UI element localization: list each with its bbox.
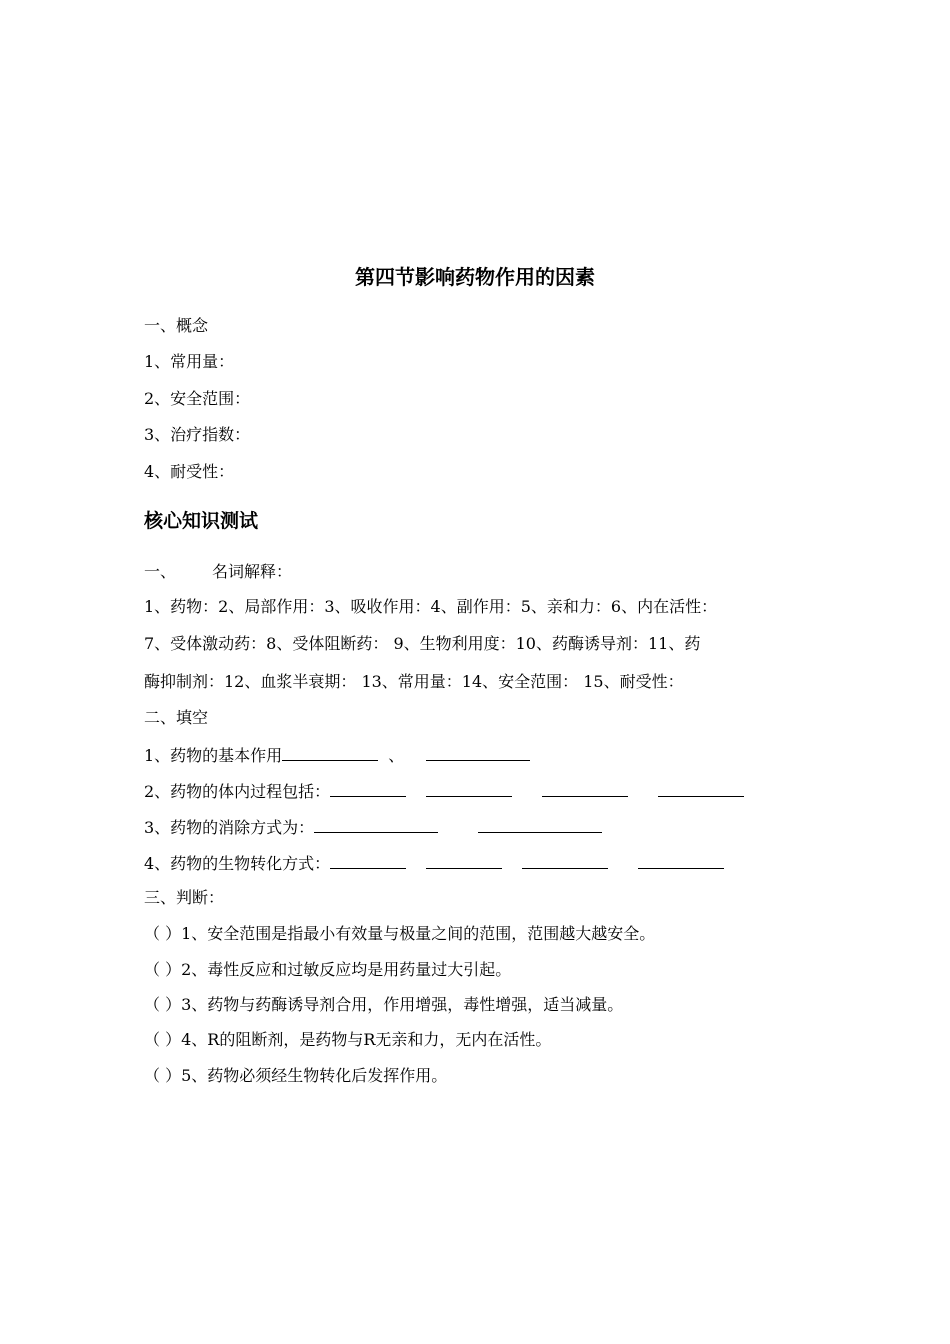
fill-question-1 [144, 744, 530, 766]
fill-question-text: 2、药物的体内过程包括： [144, 782, 331, 801]
answer-blank[interactable] [522, 852, 608, 869]
answer-blank[interactable] [330, 852, 406, 869]
answer-blank[interactable] [314, 816, 438, 833]
answer-blank[interactable] [658, 780, 744, 797]
judge-item: （ ）3、药物与药酶诱导剂合用，作用增强，毒性增强，适当减量。 [144, 995, 624, 1014]
fill-separator: 、 [388, 746, 405, 765]
test-heading: 核心知识测试 [144, 510, 259, 532]
judge-heading: 三、判断： [144, 888, 225, 907]
answer-blank[interactable] [426, 744, 530, 761]
judge-item: （ ）4、R的阻断剂，是药物与R无亲和力，无内在活性。 [144, 1030, 552, 1049]
terms-heading-text: 名词解释： [212, 562, 293, 581]
concept-item: 1、常用量： [144, 352, 235, 371]
answer-blank[interactable] [426, 852, 502, 869]
terms-heading-num: 一、 [144, 562, 177, 581]
judge-item: （ ）2、毒性反应和过敏反应均是用药量过大引起。 [144, 960, 512, 979]
concept-item: 2、安全范围： [144, 389, 251, 408]
answer-blank[interactable] [542, 780, 628, 797]
concept-item: 4、耐受性： [144, 462, 235, 481]
concepts-heading: 一、概念 [144, 316, 209, 335]
fill-heading: 二、填空 [144, 708, 209, 727]
fill-question-text: 3、药物的消除方式为： [144, 818, 315, 837]
answer-blank[interactable] [282, 744, 378, 761]
judge-item: （ ）5、药物必须经生物转化后发挥作用。 [144, 1066, 448, 1085]
fill-question-text: 4、药物的生物转化方式： [144, 854, 331, 873]
terms-line: 1、药物：2、局部作用：3、吸收作用：4、副作用：5、亲和力：6、内在活性： [144, 597, 718, 616]
fill-question-text: 1、药物的基本作用 [144, 746, 283, 765]
judge-item: （ ）1、安全范围是指最小有效量与极量之间的范围，范围越大越安全。 [144, 924, 656, 943]
fill-question-4 [144, 852, 724, 874]
answer-blank[interactable] [330, 780, 406, 797]
fill-question-3 [144, 816, 602, 838]
terms-heading [144, 562, 292, 582]
terms-line: 7、受体激动药：8、受体阻断药： 9、生物利用度：10、药酶诱导剂：11、药 [144, 634, 701, 653]
page-title: 第四节影响药物作用的因素 [355, 265, 595, 289]
answer-blank[interactable] [638, 852, 724, 869]
concept-item: 3、治疗指数： [144, 425, 251, 444]
fill-question-2 [144, 780, 744, 802]
answer-blank[interactable] [478, 816, 602, 833]
answer-blank[interactable] [426, 780, 512, 797]
terms-line: 酶抑制剂：12、血浆半衰期： 13、常用量：14、安全范围： 15、耐受性： [144, 672, 684, 691]
